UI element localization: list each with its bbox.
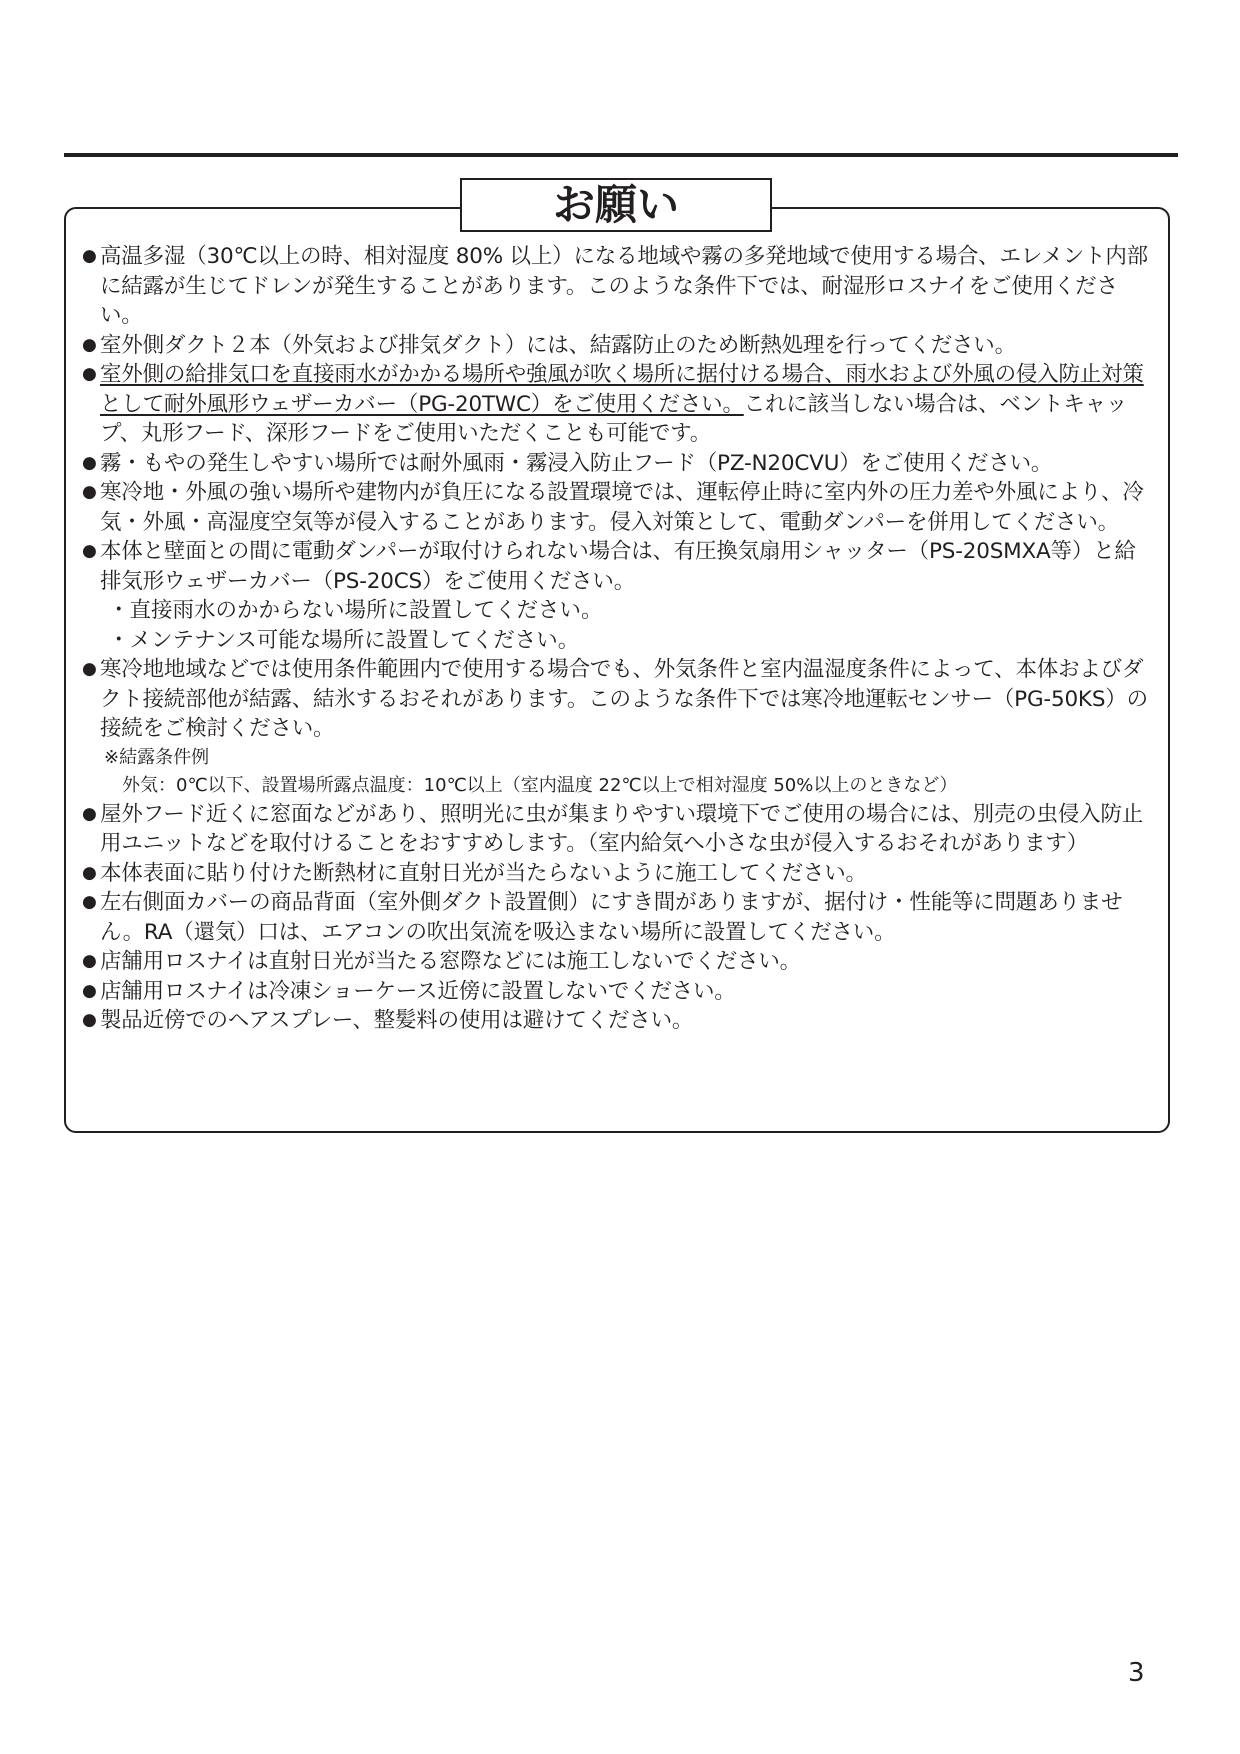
item-text: 室外側ダクト２本（外気および排気ダクト）には、結露防止のため断熱処理を行ってください。 [100,332,1016,358]
list-item [82,537,1154,596]
bullet-icon: ● [82,1010,97,1030]
item-text: 本体表面に貼り付けた断熱材に直射日光が当たらないように施工してください。 [100,860,867,886]
list-item [82,977,1154,1007]
item-text: 店舗用ロスナイは冷凍ショーケース近傍に設置しないでください。 [100,978,736,1004]
item-text: 寒冷地・外風の強い場所や建物内が負圧になる設置環境では、運転停止時に室内外の圧力差や外風により、冷気・外風・高湿度空気等が侵入することがあります。侵入対策として、電動ダンパーを併用してください。 [100,480,1144,535]
item-text: これに該当しない場合は、ベントキャップ、丸形フード、深形フードをご使用いただくことも可能です。 [100,391,1128,446]
list-item [82,449,1154,479]
notice-content [82,242,1154,1036]
item-text: 製品近傍でのヘアスプレー、整髪料の使用は避けてください。 [100,1008,694,1033]
list-item [82,360,1154,449]
bullet-icon: ● [82,541,97,561]
item-text: 高温多湿（30℃以上の時、相対湿度 80% 以上）になる地域や霧の多発地域で使用する場合、エレメント内部に結露が生じてドレンが発生することがあります。このような条件下では、耐湿形ロスナイをご使用ください。 [100,244,1148,328]
list-item [82,1006,1154,1036]
list-item [82,655,1154,744]
bullet-icon: ● [82,482,97,502]
sub-item: ・メンテナンス可能な場所に設置してください。 [108,627,580,653]
list-item [82,800,1154,859]
top-rule [64,153,1178,157]
list-item [82,859,1154,889]
bullet-icon: ● [82,364,97,384]
bullet-icon: ● [82,334,97,355]
page-number: 3 [1128,1658,1145,1688]
bullet-icon: ● [82,803,97,824]
item-text: 店舗用ロスナイは直射日光が当たる窓際などには施工しないでください。 [100,949,801,974]
item-text: 寒冷地地域などでは使用条件範囲内で使用する場合でも、外気条件と室内温湿度条件によって、本体およびダクト接続部他が結露、結氷するおそれがあります。このような条件下では寒冷地運転センサー（PG-50KS）の接続をご検討ください。 [100,657,1148,741]
list-item [82,888,1154,947]
bullet-icon: ● [82,452,97,473]
section-title: お願い [460,178,772,232]
sub-item: ・直接雨水のかからない場所に設置してください。 [108,598,603,623]
bullet-icon: ● [82,862,97,883]
bullet-icon: ● [82,892,97,912]
bullet-icon: ● [82,951,97,971]
item-text: 本体と壁面との間に電動ダンパーが取付けられない場合は、有圧換気扇用シャッター（PS-20SMXA等）と給排気形ウェザーカバー（PS-20CS）をご使用ください。 [100,539,1136,594]
item-text-underlined: 室外側の給排気口を直接雨水がかかる場所や強風が吹く場所に据付ける場合、雨水および外風の侵入防止対策として耐外風形ウェザーカバー（PG-20TWC）をご使用ください。 [100,362,1144,417]
item-text: 屋外フード近くに窓面などがあり、照明光に虫が集まりやすい環境下でご使用の場合には、別売の虫侵入防止用ユニットなどを取付けることをおすすめします。（室内給気へ小さな虫が侵入するおそれがあります） [100,801,1144,856]
item-text: 左右側面カバーの商品背面（室外側ダクト設置側）にすき間がありますが、据付け・性能等に問題ありません。RA（還気）口は、エアコンの吹出気流を吸込まない場所に設置してください。 [100,890,1123,945]
note-detail: 外気：0℃以下、設置場所露点温度：10℃以上（室内温度 22℃以上で相対湿度 50%以上のときなど） [122,774,958,796]
note-heading: ※結露条件例 [104,746,210,768]
item-text: 霧・もやの発生しやすい場所では耐外風雨・霧浸入防止フード（PZ-N20CVU）をご使用ください。 [100,450,1053,476]
list-item [82,478,1154,537]
bullet-icon: ● [82,659,97,679]
list-item [82,331,1154,361]
list-item [82,242,1154,331]
bullet-icon: ● [82,980,97,1001]
list-item [82,947,1154,977]
bullet-icon: ● [82,246,97,266]
